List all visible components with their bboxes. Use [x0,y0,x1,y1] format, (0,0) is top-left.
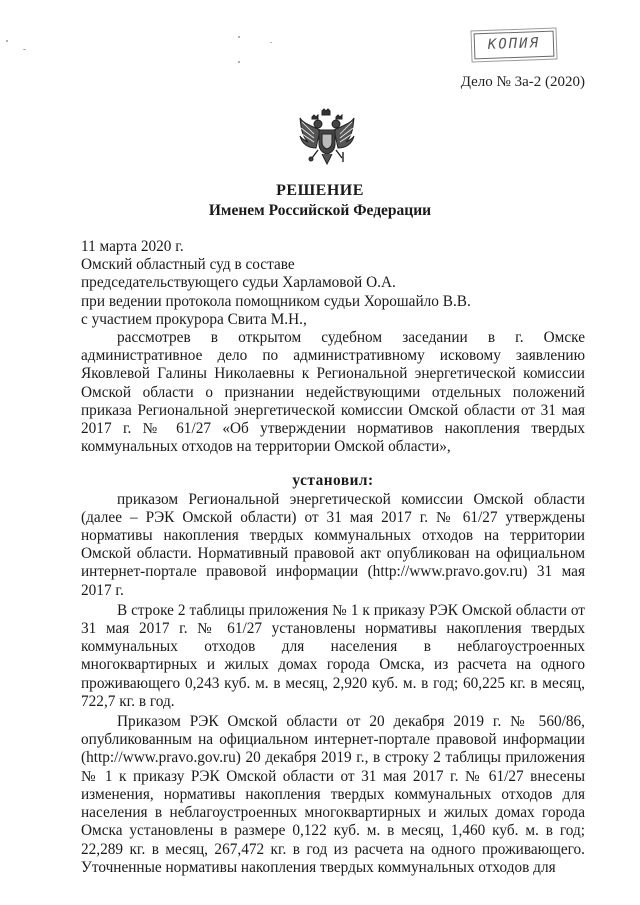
presiding-judge: председательствующего судьи Харламовой О.А. [81,274,396,292]
russian-coat-of-arms-icon [298,108,356,170]
considering-paragraph: рассмотрев в открытом судебном заседании в г. Омске административное дело по административному исковому заявлению Яковлевой Галины Николаевны к Региональной энергетической комиссии Омской области о признании недействующими отдельных положений приказа Региональной энергетической комиссии Омской области от 31 мая 2017 г. № 61/27 «Об утверждении нормативов накопления твердых коммунальных отходов на территории Омской области», [81,329,585,456]
document-title: РЕШЕНИЕ [276,182,364,199]
copy-stamp: КОПИЯ [474,31,555,60]
paragraph-1: приказом Региональной энергетической комиссии Омской области (далее – РЭК Омской области) от 31 мая 2017 г. № 61/27 утверждены нормативы накопления твердых коммунальных отходов на территории Омской области. Нормативный правовой акт опубликован на официальном интернет-портале правовой информации (http://www.pravo.gov.ru) 31 мая 2017 г. [81,490,585,599]
protocol-secretary: при ведении протокола помощником судьи Хорошайло В.В. [81,292,471,310]
paragraph-2: В строке 2 таблицы приложения № 1 к приказу РЭК Омской области от 31 мая 2017 г. № 61/27 установлены нормативы накопления твердых коммунальных отходов для населения в неблагоустроенных многоквартирных и жилых домах города Омска, из расчета на одного проживающего 0,243 куб. м. в месяц, 2,920 куб. м. в год; 60,225 кг. в месяц, 722,7 кг. в год. [81,601,585,710]
paragraph-3: Приказом РЭК Омской области от 20 декабря 2019 г. № 560/86, опубликованным на официальном интернет-портале правовой информации (http://www.pravo.gov.ru) 20 декабря 2019 г., в строку 2 таблицы приложения № 1 к приказу РЭК Омской области от 31 мая 2017 г. № 61/27 внесены изменения, нормативы накопления твердых коммунальных отходов для населения в неблагоустроенных многоквартирных и жилых домах города Омска установлены в размере 0,122 куб. м. в месяц, 1,460 куб. м. в год; 22,289 кг. в месяц, 267,472 кг. в год из расчета на одного проживающего. Уточненные нормативы накопления твердых коммунальных отходов для [81,713,585,876]
document-subtitle: Именем Российской Федерации [208,202,432,219]
decision-date: 11 марта 2020 г. [81,238,184,255]
scan-speck [238,36,240,38]
document-body [81,238,585,877]
scan-speck [23,49,26,50]
court-name: Омский областный суд в составе [81,256,295,274]
case-number: Дело № 3а-2 (2020) [460,74,585,90]
established-heading: установил: [292,472,374,490]
scan-speck [270,42,272,43]
scan-speck [6,40,8,42]
prosecutor: с участием прокурора Свита М.Н., [81,310,307,328]
scan-speck [238,61,240,63]
